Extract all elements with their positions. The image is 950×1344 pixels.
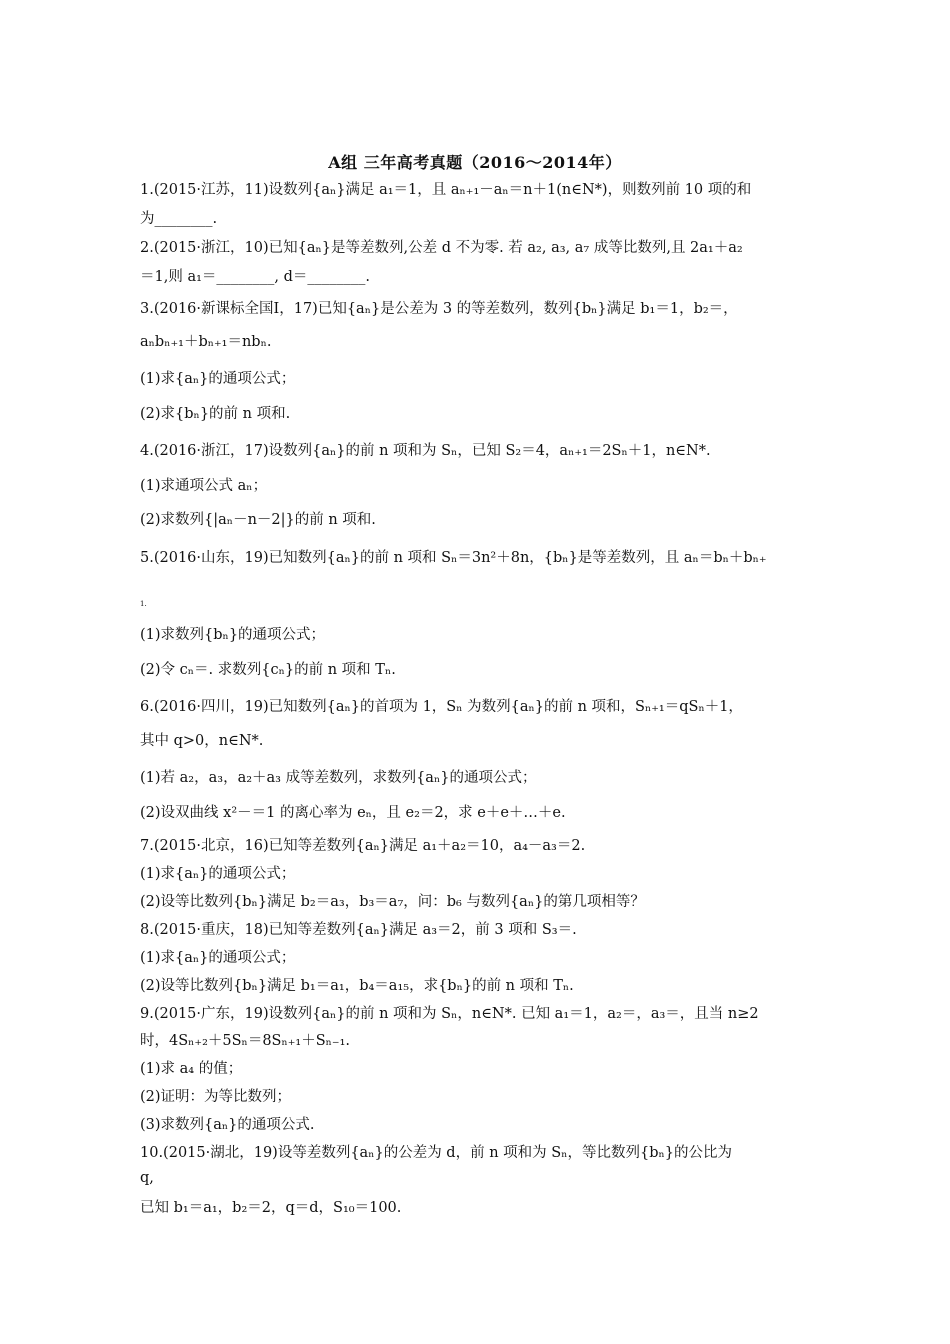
text-line: (2)设双曲线 x²－＝1 的离心率为 eₙ，且 e₂＝2，求 e＋e＋…＋e. [140,805,566,821]
text-line: 7.(2015·北京，16)已知等差数列{aₙ}满足 a₁＋a₂＝10，a₄－a₃＝2. [140,838,586,854]
text-line: (3)求数列{aₙ}的通项公式. [140,1117,315,1133]
text-line: (1)求{aₙ}的通项公式； [140,950,296,966]
text-line: (1)求{aₙ}的通项公式； [140,371,296,387]
text-line: 其中 q>0，n∈N*. [140,733,264,749]
text-line: q, [140,1170,154,1186]
text-line: (1)求数列{bₙ}的通项公式； [140,627,326,643]
text-line: 5.(2016·山东，19)已知数列{aₙ}的前 n 项和 Sₙ＝3n²＋8n，{bₙ}是等差数列，且 aₙ＝bₙ＋bₙ₊ [140,550,767,566]
text-line: 1.(2015·江苏，11)设数列{aₙ}满足 a₁＝1，且 aₙ₊₁－aₙ＝n＋1(n∈N*)，则数列前 10 项的和 [140,182,752,198]
text-line: (2)设等比数列{bₙ}满足 b₁＝a₁，b₄＝a₁₅，求{bₙ}的前 n 项和 Tₙ. [140,978,574,994]
text-line: (1)求通项公式 aₙ； [140,478,268,494]
text-line: ＝1,则 a₁＝________, d＝________. [140,269,371,285]
text-line: 8.(2015·重庆，18)已知等差数列{aₙ}满足 a₃＝2，前 3 项和 S₃＝. [140,922,577,938]
text-line: 6.(2016·四川，19)已知数列{aₙ}的首项为 1，Sₙ 为数列{aₙ}的前 n 项和，Sₙ₊₁＝qSₙ＋1， [140,699,743,715]
text-line: 1. [140,600,147,608]
text-line: (1)若 a₂，a₃，a₂＋a₃ 成等差数列，求数列{aₙ}的通项公式； [140,770,537,786]
text-line: 2.(2015·浙江，10)已知{aₙ}是等差数列,公差 d 不为零. 若 a₂, a₃, a₇ 成等比数列,且 2a₁＋a₂ [140,240,743,256]
text-line: (1)求{aₙ}的通项公式； [140,866,296,882]
text-line: (2)求数列{|aₙ－n－2|}的前 n 项和. [140,512,376,528]
text-line: (1)求 a₄ 的值； [140,1061,243,1077]
text-line: (2)求{bₙ}的前 n 项和. [140,406,291,422]
text-line: aₙbₙ₊₁＋bₙ₊₁＝nbₙ. [140,334,272,350]
text-line: 9.(2015·广东，19)设数列{aₙ}的前 n 项和为 Sₙ，n∈N*. 已知 a₁＝1，a₂＝，a₃＝，且当 n≥2 [140,1006,759,1022]
page-title: A组 三年高考真题（2016～2014年） [328,153,622,172]
text-line: 10.(2015·湖北，19)设等差数列{aₙ}的公差为 d，前 n 项和为 Sₙ，等比数列{bₙ}的公比为 [140,1145,732,1161]
text-line: 3.(2016·新课标全国Ⅰ，17)已知{aₙ}是公差为 3 的等差数列，数列{bₙ}满足 b₁＝1，b₂＝， [140,301,738,317]
text-line: 为________. [140,211,218,227]
text-line: 时，4Sₙ₊₂＋5Sₙ＝8Sₙ₊₁＋Sₙ₋₁. [140,1033,351,1049]
text-line: (2)令 cₙ＝. 求数列{cₙ}的前 n 项和 Tₙ. [140,662,396,678]
text-line: (2)证明：为等比数列； [140,1089,292,1105]
text-line: 已知 b₁＝a₁，b₂＝2，q＝d，S₁₀＝100. [140,1200,402,1216]
text-line: (2)设等比数列{bₙ}满足 b₂＝a₃，b₃＝a₇，问：b₆ 与数列{aₙ}的第几项相等？ [140,894,645,910]
text-line: 4.(2016·浙江，17)设数列{aₙ}的前 n 项和为 Sₙ，已知 S₂＝4，aₙ₊₁＝2Sₙ＋1，n∈N*. [140,443,711,459]
